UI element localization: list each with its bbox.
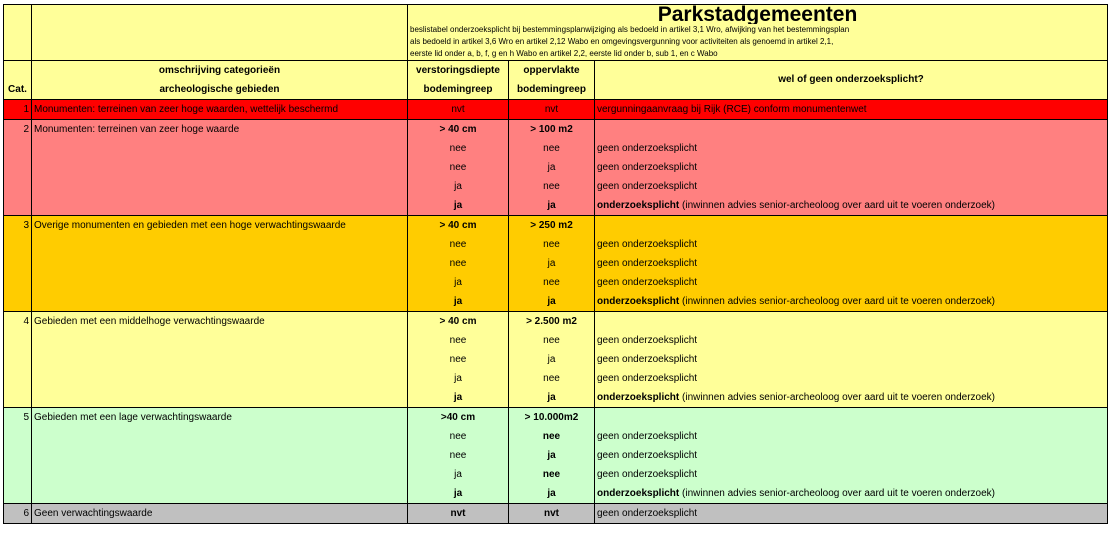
cat-number	[4, 427, 32, 446]
onderzoek-text: geen onderzoeksplicht	[597, 257, 698, 269]
verstoring-cell: ja	[408, 484, 509, 504]
table-row	[4, 504, 1108, 524]
onderzoek-text: geen onderzoeksplicht	[597, 276, 698, 288]
verstoring-cell: >40 cm	[408, 408, 509, 428]
header-blank-cat	[4, 5, 32, 25]
table-row	[4, 120, 1108, 140]
description-line: als bedoeld in artikel 3,6 Wro en artikel 2,12 Wabo en omgevingsvergunning voor activiteiten als genoemd in artikel 2,1,	[410, 37, 834, 46]
cat-description	[32, 139, 408, 158]
header-cat-blank	[4, 61, 32, 81]
description-line: beslistabel onderzoeksplicht bij bestemmingsplanwijziging als bedoeld in artikel 3,1 Wro, afwijking van het bestemmingsplan	[410, 25, 850, 34]
onderzoek-cell	[595, 120, 1108, 140]
cat-description	[32, 465, 408, 484]
onderzoek-cell	[595, 177, 1108, 196]
table-row	[4, 350, 1108, 369]
cat-number: 6	[4, 504, 32, 524]
cat-description	[32, 350, 408, 369]
onderzoek-cell	[595, 158, 1108, 177]
oppervlakte-cell: ja	[509, 350, 595, 369]
onderzoek-cell	[595, 312, 1108, 332]
table-row	[4, 100, 1108, 120]
cat-number	[4, 484, 32, 504]
oppervlakte-cell: nee	[509, 331, 595, 350]
cat-number: 2	[4, 120, 32, 140]
cat-number	[4, 273, 32, 292]
cat-number	[4, 196, 32, 216]
table-row	[4, 388, 1108, 408]
cat-description	[32, 177, 408, 196]
onderzoek-text: geen onderzoeksplicht	[597, 142, 698, 154]
onderzoek-cell	[595, 216, 1108, 236]
onderzoek-cell	[595, 331, 1108, 350]
oppervlakte-cell: nee	[509, 465, 595, 484]
onderzoek-text: (inwinnen advies senior-archeoloog over aard uit te voeren onderzoek)	[679, 295, 995, 307]
onderzoek-bold-text: onderzoeksplicht	[597, 295, 680, 307]
cat-number	[4, 465, 32, 484]
onderzoek-cell	[595, 388, 1108, 408]
onderzoek-text: vergunningaanvraag bij Rijk (RCE) conform monumentenwet	[597, 103, 867, 115]
verstoring-cell: ja	[408, 388, 509, 408]
header-omschrijving: omschrijving categorieën	[32, 61, 408, 81]
table-row	[4, 254, 1108, 273]
oppervlakte-cell: ja	[509, 158, 595, 177]
cat-description	[32, 369, 408, 388]
oppervlakte-cell: ja	[509, 388, 595, 408]
header-verstoring-2: bodemingreep	[408, 80, 509, 100]
cat-description	[32, 484, 408, 504]
verstoring-cell: nvt	[408, 100, 509, 120]
table-row	[4, 331, 1108, 350]
onderzoek-text: geen onderzoeksplicht	[597, 430, 698, 442]
verstoring-cell: nee	[408, 158, 509, 177]
cat-number	[4, 158, 32, 177]
oppervlakte-cell: nee	[509, 139, 595, 158]
onderzoek-text: geen onderzoeksplicht	[597, 372, 698, 384]
oppervlakte-cell: ja	[509, 446, 595, 465]
onderzoek-text: geen onderzoeksplicht	[597, 449, 698, 461]
header-cat: Cat.	[4, 80, 32, 100]
header-blank-desc	[32, 5, 408, 25]
verstoring-cell: ja	[408, 196, 509, 216]
table-row	[4, 235, 1108, 254]
header-blank-cat-2	[4, 24, 32, 61]
cat-number	[4, 331, 32, 350]
oppervlakte-cell: nee	[509, 177, 595, 196]
onderzoek-text: (inwinnen advies senior-archeoloog over aard uit te voeren onderzoek)	[679, 199, 995, 211]
onderzoek-text: geen onderzoeksplicht	[597, 161, 698, 173]
cat-number: 4	[4, 312, 32, 332]
header-oppervlakte: oppervlakte	[509, 61, 595, 81]
cat-description	[32, 331, 408, 350]
cat-description	[32, 292, 408, 312]
onderzoek-cell	[595, 427, 1108, 446]
oppervlakte-cell: > 100 m2	[509, 120, 595, 140]
verstoring-cell: ja	[408, 177, 509, 196]
verstoring-cell: nee	[408, 235, 509, 254]
cat-number	[4, 369, 32, 388]
verstoring-cell: ja	[408, 465, 509, 484]
table-row	[4, 408, 1108, 428]
onderzoek-cell	[595, 196, 1108, 216]
oppervlakte-cell: nee	[509, 235, 595, 254]
onderzoek-cell	[595, 235, 1108, 254]
header-description-row	[4, 24, 1108, 61]
verstoring-cell: > 40 cm	[408, 312, 509, 332]
oppervlakte-cell: nee	[509, 369, 595, 388]
cat-description	[32, 427, 408, 446]
oppervlakte-cell: ja	[509, 484, 595, 504]
verstoring-cell: nee	[408, 254, 509, 273]
header-onderzoek: wel of geen onderzoeksplicht?	[595, 61, 1108, 100]
header-blank-desc-2	[32, 24, 408, 61]
onderzoek-cell	[595, 254, 1108, 273]
onderzoek-text: geen onderzoeksplicht	[597, 468, 698, 480]
oppervlakte-cell: > 2.500 m2	[509, 312, 595, 332]
onderzoek-text: geen onderzoeksplicht	[597, 334, 698, 346]
onderzoek-cell	[595, 408, 1108, 428]
verstoring-cell: > 40 cm	[408, 120, 509, 140]
oppervlakte-cell: ja	[509, 196, 595, 216]
table-row	[4, 446, 1108, 465]
oppervlakte-cell: nvt	[509, 100, 595, 120]
onderzoek-cell	[595, 465, 1108, 484]
cat-description: Gebieden met een middelhoge verwachtingswaarde	[32, 312, 408, 332]
onderzoek-text: geen onderzoeksplicht	[597, 238, 698, 250]
verstoring-cell: ja	[408, 369, 509, 388]
verstoring-cell: nee	[408, 331, 509, 350]
header-oppervlakte-2: bodemingreep	[509, 80, 595, 100]
onderzoek-text: (inwinnen advies senior-archeoloog over aard uit te voeren onderzoek)	[679, 487, 995, 499]
cat-description	[32, 254, 408, 273]
cat-number	[4, 254, 32, 273]
cat-number	[4, 292, 32, 312]
decision-table	[3, 4, 1108, 524]
cat-number	[4, 388, 32, 408]
cat-number: 1	[4, 100, 32, 120]
verstoring-cell: nee	[408, 446, 509, 465]
cat-description	[32, 446, 408, 465]
cat-description: Monumenten: terreinen van zeer hoge waarde	[32, 120, 408, 140]
oppervlakte-cell: ja	[509, 292, 595, 312]
cat-number	[4, 446, 32, 465]
oppervlakte-cell: > 10.000m2	[509, 408, 595, 428]
oppervlakte-cell: nee	[509, 273, 595, 292]
verstoring-cell: nee	[408, 350, 509, 369]
cat-description: Overige monumenten en gebieden met een hoge verwachtingswaarde	[32, 216, 408, 236]
oppervlakte-cell: nee	[509, 427, 595, 446]
verstoring-cell: ja	[408, 273, 509, 292]
table-row	[4, 177, 1108, 196]
onderzoek-text: geen onderzoeksplicht	[597, 353, 698, 365]
cat-number	[4, 177, 32, 196]
table-description	[408, 24, 1108, 61]
oppervlakte-cell: ja	[509, 254, 595, 273]
table-row	[4, 292, 1108, 312]
onderzoek-cell	[595, 369, 1108, 388]
column-header-row-1	[4, 61, 1108, 81]
onderzoek-cell	[595, 292, 1108, 312]
page-title: Parkstadgemeenten	[408, 5, 1108, 25]
onderzoek-bold-text: onderzoeksplicht	[597, 391, 680, 403]
cat-description	[32, 196, 408, 216]
header-omschrijving-2: archeologische gebieden	[32, 80, 408, 100]
table-row	[4, 158, 1108, 177]
table-row	[4, 484, 1108, 504]
cat-number	[4, 139, 32, 158]
onderzoek-cell	[595, 504, 1108, 524]
table-row	[4, 465, 1108, 484]
verstoring-cell: nvt	[408, 504, 509, 524]
header-title-row	[4, 5, 1108, 25]
oppervlakte-cell: nvt	[509, 504, 595, 524]
table-row	[4, 139, 1108, 158]
header-verstoring: verstoringsdiepte	[408, 61, 509, 81]
verstoring-cell: nee	[408, 427, 509, 446]
cat-number: 3	[4, 216, 32, 236]
cat-description	[32, 273, 408, 292]
table-row	[4, 196, 1108, 216]
cat-number	[4, 235, 32, 254]
onderzoek-text: geen onderzoeksplicht	[597, 180, 698, 192]
oppervlakte-cell: > 250 m2	[509, 216, 595, 236]
onderzoek-text: (inwinnen advies senior-archeoloog over aard uit te voeren onderzoek)	[679, 391, 995, 403]
onderzoek-bold-text: onderzoeksplicht	[597, 199, 680, 211]
cat-description: Geen verwachtingswaarde	[32, 504, 408, 524]
onderzoek-cell	[595, 484, 1108, 504]
onderzoek-cell	[595, 273, 1108, 292]
onderzoek-bold-text: onderzoeksplicht	[597, 487, 680, 499]
table-row	[4, 216, 1108, 236]
onderzoek-cell	[595, 446, 1108, 465]
table-row	[4, 312, 1108, 332]
cat-description: Monumenten: terreinen van zeer hoge waarden, wettelijk beschermd	[32, 100, 408, 120]
cat-description	[32, 235, 408, 254]
cat-description	[32, 158, 408, 177]
cat-number: 5	[4, 408, 32, 428]
description-line: eerste lid onder a, b, f, g en h Wabo en artikel 2,2, eerste lid onder b, sub 1, en c Wabo	[410, 49, 718, 58]
onderzoek-cell	[595, 350, 1108, 369]
cat-description	[32, 388, 408, 408]
onderzoek-cell	[595, 100, 1108, 120]
table-row	[4, 369, 1108, 388]
onderzoek-cell	[595, 139, 1108, 158]
cat-description: Gebieden met een lage verwachtingswaarde	[32, 408, 408, 428]
verstoring-cell: nee	[408, 139, 509, 158]
onderzoek-text: geen onderzoeksplicht	[597, 507, 698, 519]
verstoring-cell: ja	[408, 292, 509, 312]
verstoring-cell: > 40 cm	[408, 216, 509, 236]
cat-number	[4, 350, 32, 369]
table-row	[4, 273, 1108, 292]
table-row	[4, 427, 1108, 446]
